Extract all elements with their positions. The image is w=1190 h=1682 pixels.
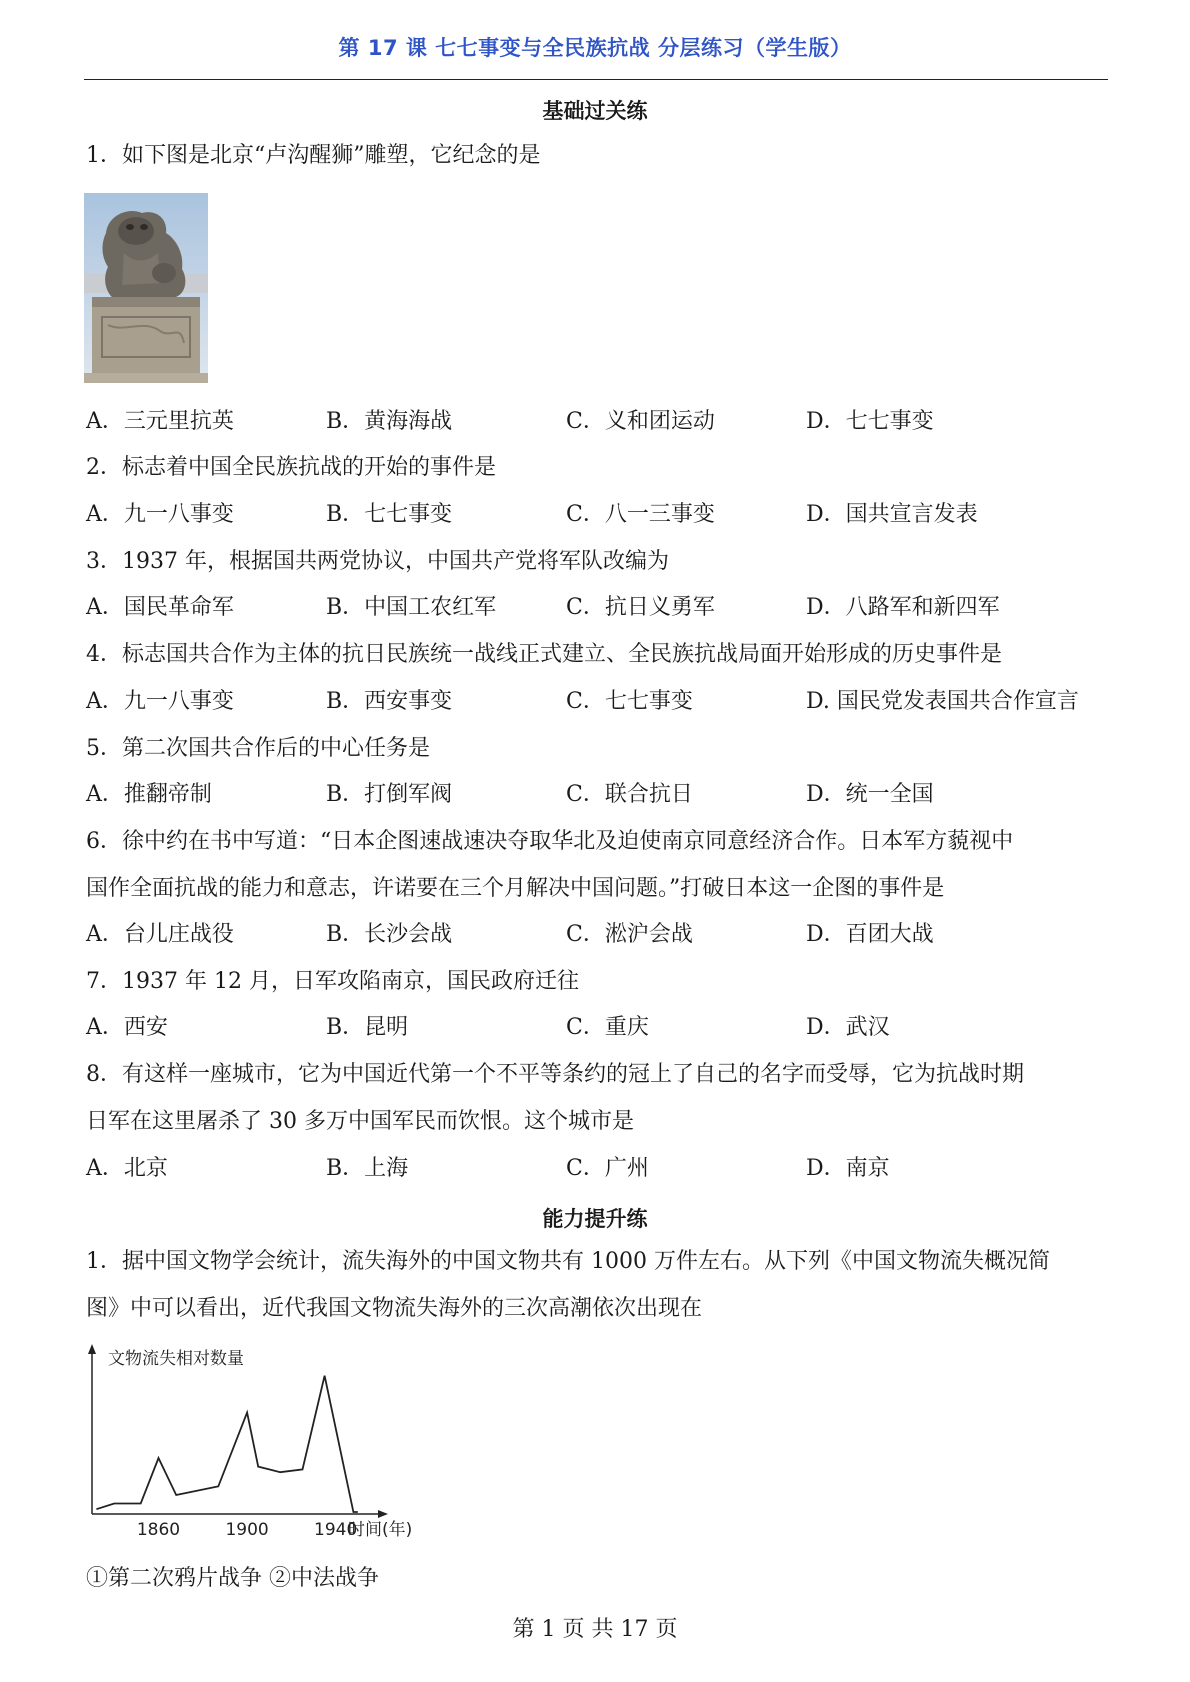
q4-option-c[interactable]: C．七七事变 <box>566 689 693 714</box>
q7-option-b[interactable]: B．昆明 <box>326 1015 409 1040</box>
q1-option-d[interactable]: D．七七事变 <box>806 409 934 434</box>
question-2-stem: 2．标志着中国全民族抗战的开始的事件是 <box>86 455 496 480</box>
question-1-options <box>86 398 1116 445</box>
question-6-stem: 6．徐中约在书中写道：“日本企图速战速决夺取华北及迫使南京同意经济合作。日本军方藐视中 <box>86 829 1014 854</box>
q8-option-b[interactable]: B．上海 <box>326 1156 409 1181</box>
advanced-question-1-stem: 1．据中国文物学会统计，流失海外的中国文物共有 1000 万件左右。从下列《中国文物流失概况简 <box>86 1249 1050 1274</box>
q8-option-d[interactable]: D．南京 <box>806 1156 890 1181</box>
x-axis-label: 时间(年) <box>348 1520 413 1540</box>
q8-option-c[interactable]: C．广州 <box>566 1156 649 1181</box>
q4-option-a[interactable]: A．九一八事变 <box>86 689 234 714</box>
question-6-stem-continued: 国作全面抗战的能力和意志，许诺要在三个月解决中国问题。”打破日本这一企图的事件是 <box>86 876 945 901</box>
q8-option-a[interactable]: A．北京 <box>86 1156 168 1181</box>
question-4-stem: 4．标志国共合作为主体的抗日民族统一战线正式建立、全民族抗战局面开始形成的历史事件是 <box>86 642 1003 667</box>
q4-option-d[interactable]: D. 国民党发表国共合作宣言 <box>806 689 1079 714</box>
page-title: 第 17 课 七七事变与全民族抗战 分层练习（学生版） <box>338 36 852 60</box>
q4-option-b[interactable]: B．西安事变 <box>326 689 453 714</box>
y-axis-label: 文物流失相对数量 <box>108 1349 244 1369</box>
q3-option-d[interactable]: D．八路军和新四军 <box>806 595 1000 620</box>
question-6-options <box>86 911 1116 958</box>
q6-option-a[interactable]: A．台儿庄战役 <box>86 922 234 947</box>
q3-option-a[interactable]: A．国民革命军 <box>86 595 234 620</box>
y-axis-arrow <box>88 1344 96 1354</box>
q5-option-a[interactable]: A．推翻帝制 <box>86 782 212 807</box>
x-axis-arrow <box>378 1510 388 1518</box>
x-tick-label: 1940 <box>314 1520 358 1540</box>
q2-option-c[interactable]: C．八一三事变 <box>566 502 715 527</box>
q3-option-c[interactable]: C．抗日义勇军 <box>566 595 715 620</box>
q1-option-c[interactable]: C．义和团运动 <box>566 409 715 434</box>
q1-option-b[interactable]: B．黄海海战 <box>326 409 453 434</box>
question-1-stem: 1．如下图是北京“卢沟醒狮”雕塑，它纪念的是 <box>86 143 541 168</box>
q5-option-d[interactable]: D．统一全国 <box>806 782 934 807</box>
q2-option-a[interactable]: A．九一八事变 <box>86 502 234 527</box>
q2-option-b[interactable]: B．七七事变 <box>326 502 453 527</box>
q2-option-d[interactable]: D．国共宣言发表 <box>806 502 978 527</box>
section-heading-advanced: 能力提升练 <box>542 1207 648 1231</box>
q7-option-a[interactable]: A．西安 <box>86 1015 168 1040</box>
question-2-options <box>86 491 1116 538</box>
question-8-stem-continued: 日军在这里屠杀了 30 多万中国军民而饮恨。这个城市是 <box>86 1109 634 1134</box>
q6-option-c[interactable]: C．淞沪会战 <box>566 922 693 947</box>
question-3-options <box>86 584 1116 631</box>
q6-option-d[interactable]: D．百团大战 <box>806 922 934 947</box>
advanced-question-1-stem-continued: 图》中可以看出，近代我国文物流失海外的三次高潮依次出现在 <box>86 1296 703 1321</box>
series-line <box>96 1376 357 1512</box>
section-heading-basic: 基础过关练 <box>542 99 648 123</box>
q5-option-b[interactable]: B．打倒军阀 <box>326 782 453 807</box>
question-3-stem: 3．1937 年，根据国共两党协议，中国共产党将军队改编为 <box>86 549 669 574</box>
x-tick-label: 1900 <box>225 1520 269 1540</box>
q5-option-c[interactable]: C．联合抗日 <box>566 782 693 807</box>
question-5-options <box>86 771 1116 818</box>
q3-option-b[interactable]: B．中国工农红军 <box>326 595 497 620</box>
q1-option-a[interactable]: A．三元里抗英 <box>86 409 234 434</box>
question-8-stem: 8．有这样一座城市，它为中国近代第一个不平等条约的冠上了自己的名字而受辱，它为抗战时期 <box>86 1062 1025 1087</box>
question-4-options <box>86 678 1116 725</box>
question-7-options <box>86 1004 1116 1051</box>
relic-loss-line-chart <box>80 1340 440 1540</box>
question-8-options <box>86 1145 1116 1192</box>
q7-option-c[interactable]: C．重庆 <box>566 1015 649 1040</box>
stone-lion-photo <box>84 193 208 383</box>
advanced-question-1-choices: ①第二次鸦片战争 ②中法战争 <box>86 1566 379 1591</box>
q6-option-b[interactable]: B．长沙会战 <box>326 922 453 947</box>
page-number: 第 1 页 共 17 页 <box>512 1617 678 1642</box>
question-7-stem: 7．1937 年 12 月，日军攻陷南京，国民政府迁往 <box>86 969 579 994</box>
title-divider <box>84 79 1108 80</box>
question-5-stem: 5．第二次国共合作后的中心任务是 <box>86 736 430 761</box>
x-tick-label: 1860 <box>136 1520 181 1540</box>
q7-option-d[interactable]: D．武汉 <box>806 1015 890 1040</box>
